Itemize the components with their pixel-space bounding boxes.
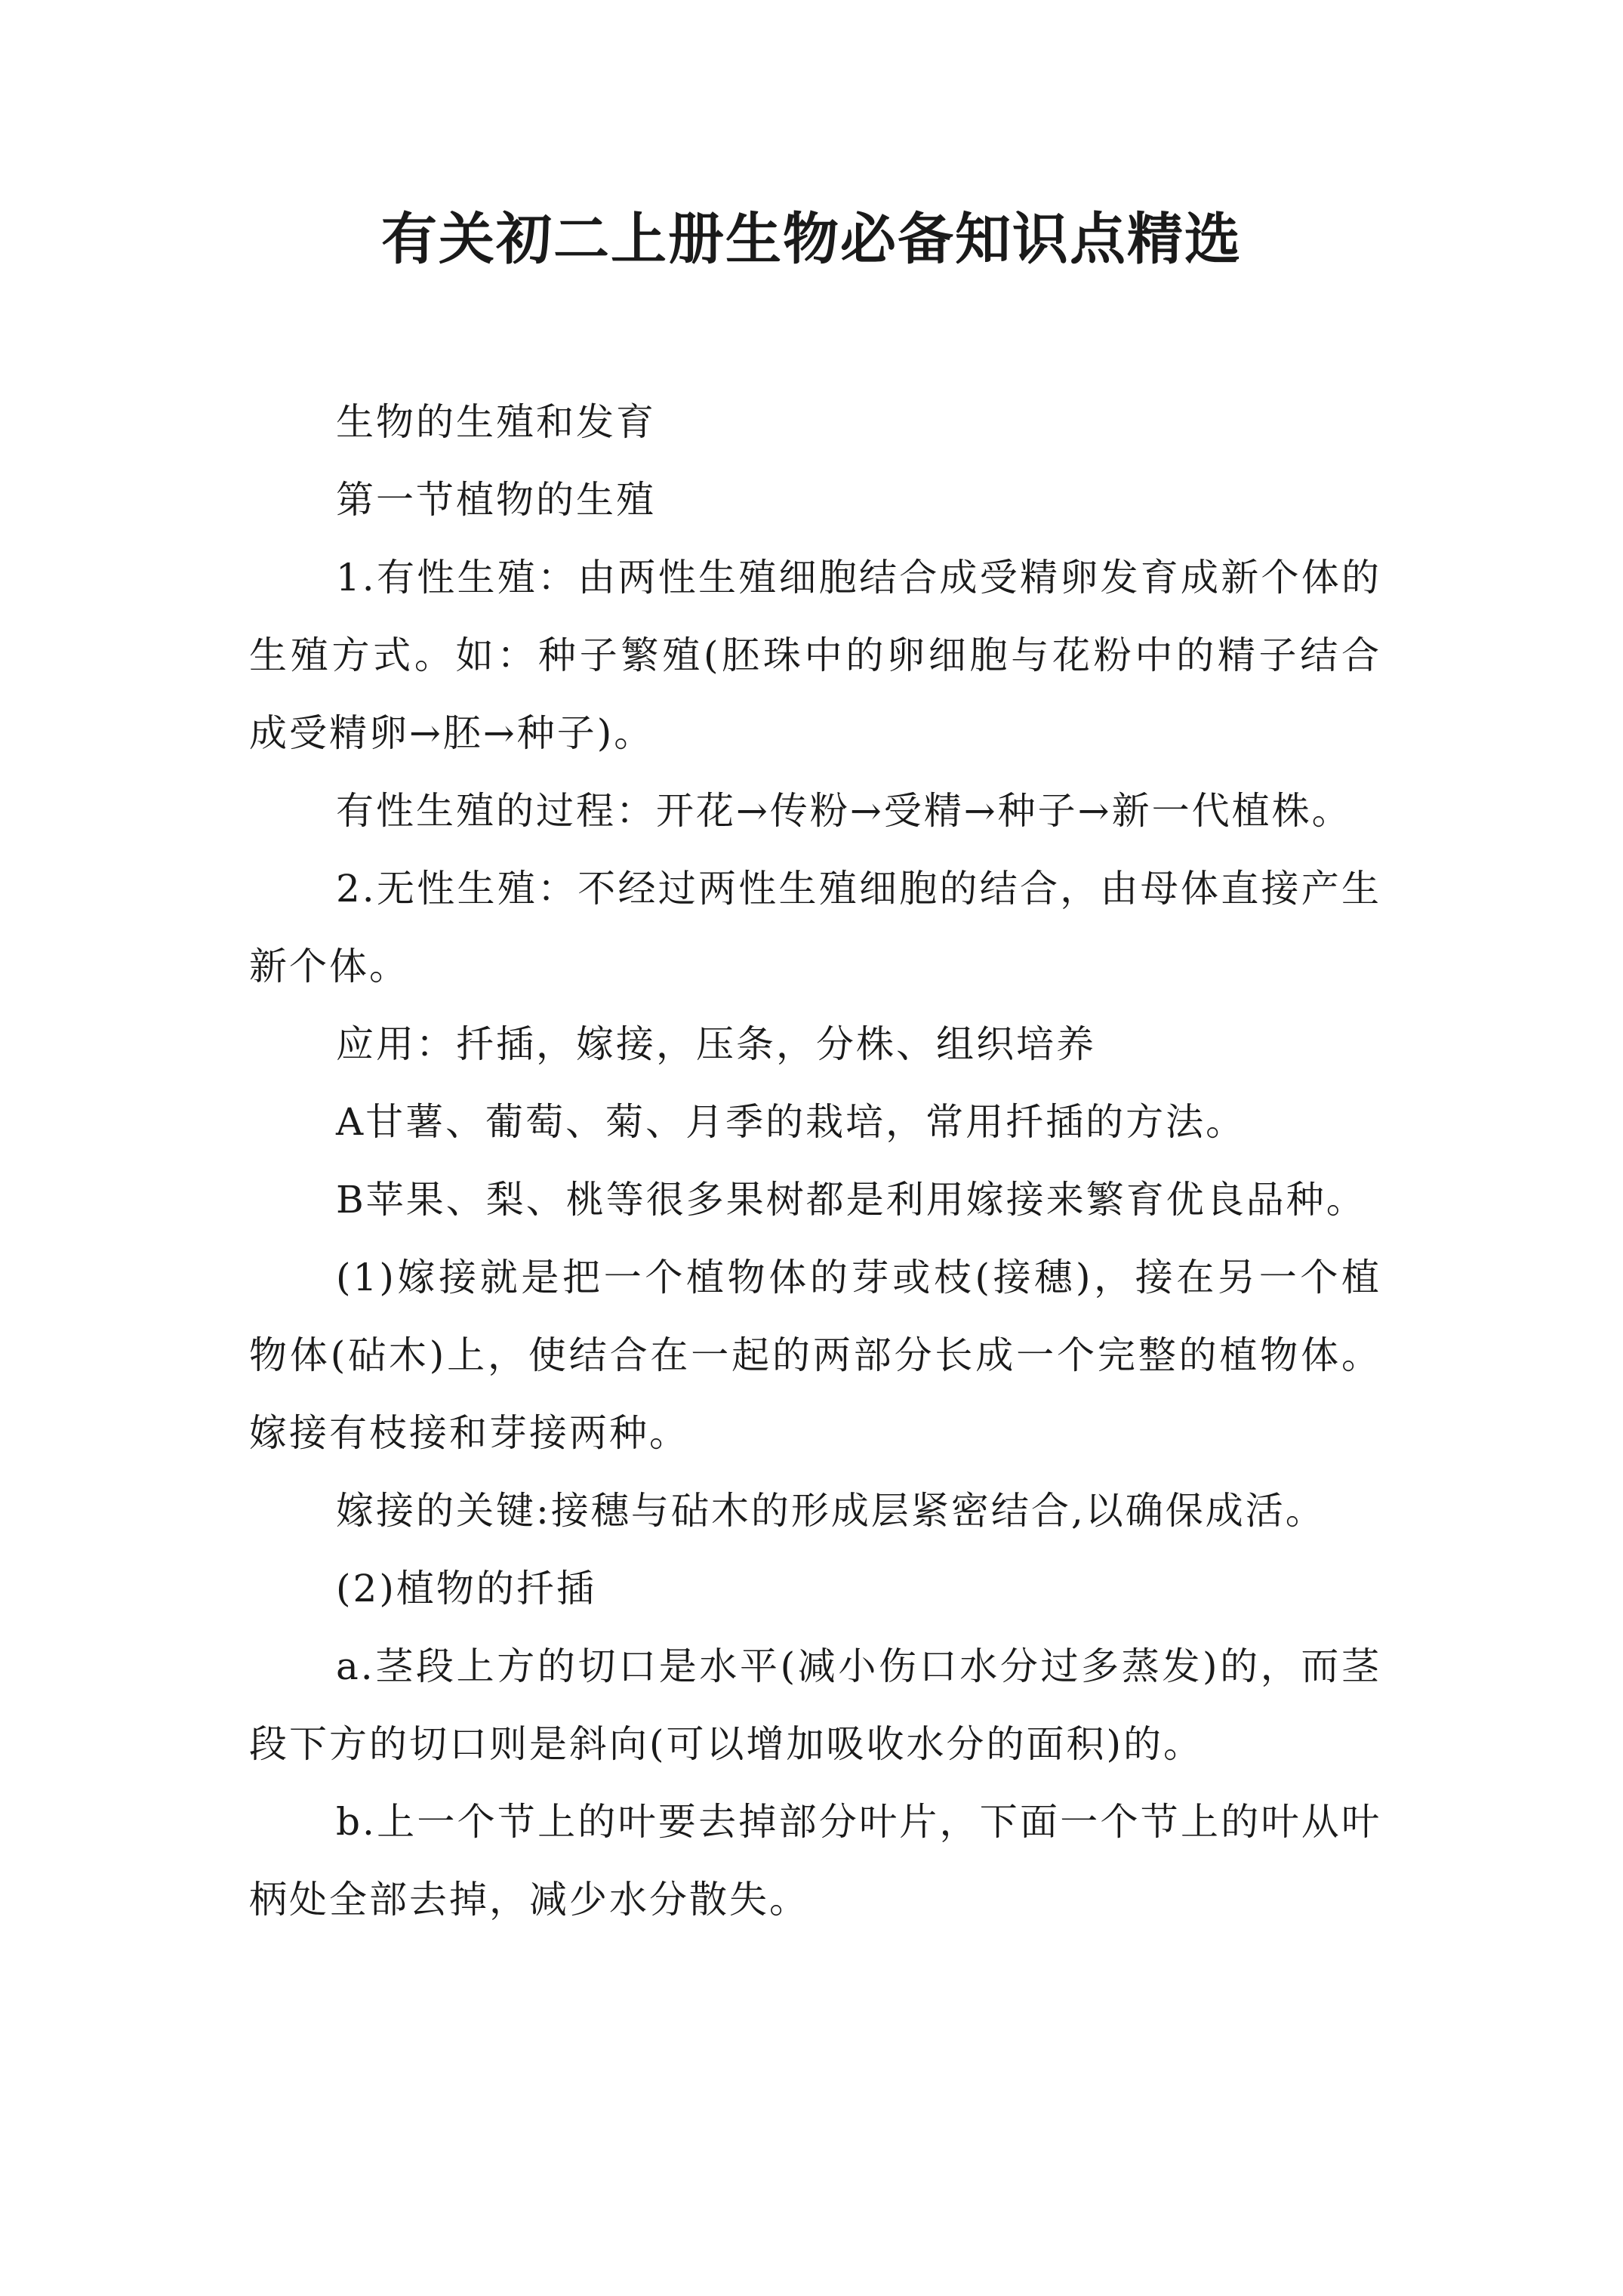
paragraph: 2.无性生殖：不经过两性生殖细胞的结合，由母体直接产生新个体。 [249,867,1381,988]
document-title: 有关初二上册生物必备知识点精选 [381,207,1242,272]
paragraph: a.茎段上方的切口是水平(减小伤口水分过多蒸发)的，而茎段下方的切口则是斜向(可以增加吸收水分的面积)的。 [249,1644,1381,1766]
paragraph: 1.有性生殖：由两性生殖细胞结合成受精卵发育成新个体的生殖方式。如：种子繁殖(胚珠中的卵细胞与花粉中的精子结合成受精卵→胚→种子)。 [249,556,1381,755]
paragraph: (1)嫁接就是把一个植物体的芽或枝(接穗)，接在另一个植物体(砧木)上，使结合在一起的两部分长成一个完整的植物体。嫁接有枝接和芽接两种。 [249,1256,1381,1455]
subsection-heading: 第一节植物的生殖 [336,478,656,522]
paragraph: A甘薯、葡萄、菊、月季的栽培，常用扦插的方法。 [336,1100,1246,1144]
paragraph: 应用：扦插，嫁接，压条，分株、组织培养 [336,1022,1096,1066]
document-body [249,384,1381,1939]
section-heading: 生物的生殖和发育 [336,400,656,444]
paragraph: B苹果、梨、桃等很多果树都是利用嫁接来繁育优良品种。 [336,1178,1366,1222]
paragraph: 有性生殖的过程：开花→传粉→受精→种子→新一代植株。 [336,789,1352,833]
paragraph: 嫁接的关键:接穗与砧木的形成层紧密结合,以确保成活。 [336,1489,1326,1533]
paragraph: b.上一个节上的叶要去掉部分叶片，下面一个节上的叶从叶柄处全部去掉，减少水分散失。 [249,1800,1381,1922]
paragraph: (2)植物的扦插 [336,1567,596,1610]
